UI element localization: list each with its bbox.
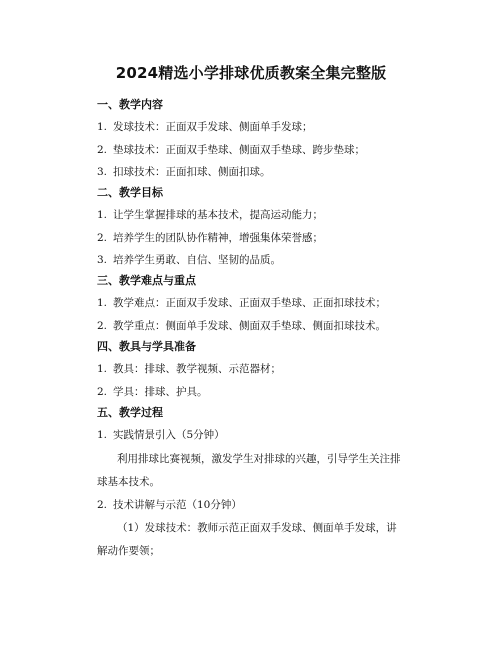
- list-item-text: 扣球技术：正面扣球、侧面扣球。: [113, 166, 271, 178]
- list-item: [97, 164, 271, 179]
- list-item-text: 技术讲解与示范（10分钟）: [113, 499, 242, 511]
- list-item-number: 2.: [97, 386, 108, 398]
- list-item-number: 1.: [97, 121, 108, 133]
- paragraph-line: 球基本技术。: [97, 476, 160, 488]
- list-item: [97, 230, 323, 245]
- section-heading-teaching-aids: 四、教具与学具准备: [97, 340, 196, 353]
- list-item: [97, 384, 208, 399]
- list-item: [97, 207, 323, 222]
- list-item-text: 让学生掌握排球的基本技术，提高运动能力；: [113, 209, 323, 221]
- list-item-number: 2.: [97, 499, 108, 511]
- list-item: [97, 427, 225, 442]
- list-item-text: 培养学生的团队协作精神，增强集体荣誉感；: [113, 232, 323, 244]
- list-item: [97, 119, 313, 134]
- list-item: [97, 142, 365, 157]
- list-item-text: 学具：排球、护具。: [113, 386, 208, 398]
- list-item-text: 培养学生勇敢、自信、坚韧的品质。: [113, 254, 281, 266]
- list-item-text: 教具：排球、教学视频、示范器材；: [113, 363, 281, 375]
- list-item-number: 3.: [97, 254, 108, 266]
- section-heading-teaching-process: 五、教学过程: [97, 406, 163, 419]
- list-item-text: 实践情景引入（5分钟）: [113, 429, 225, 441]
- list-item: [97, 497, 242, 512]
- list-item-text: 教学重点：侧面单手发球、侧面双手垫球、侧面扣球技术。: [113, 320, 386, 332]
- section-heading-teaching-content: 一、教学内容: [97, 98, 163, 111]
- list-item: [97, 361, 281, 376]
- section-heading-teaching-goals: 二、教学目标: [97, 186, 163, 199]
- list-item-number: 1.: [97, 429, 108, 441]
- list-item-text: 垫球技术：正面双手垫球、侧面双手垫球、跨步垫球；: [113, 144, 365, 156]
- list-item-number: 2.: [97, 144, 108, 156]
- list-item: [97, 252, 281, 267]
- list-item-text: 发球技术：正面双手发球、侧面单手发球；: [113, 121, 313, 133]
- paragraph-line: 解动作要领；: [97, 545, 160, 557]
- section-heading-difficulties-and-key-points: 三、教学难点与重点: [97, 274, 196, 287]
- list-item-number: 2.: [97, 232, 108, 244]
- list-item-number: 1.: [97, 363, 108, 375]
- list-item-number: 1.: [97, 297, 108, 309]
- paragraph-line: 利用排球比赛视频，激发学生对排球的兴趣，引导学生关注排: [117, 453, 401, 465]
- list-item-text: 教学难点：正面双手发球、正面双手垫球、正面扣球技术；: [113, 297, 386, 309]
- list-item: [97, 318, 386, 333]
- document-title: 2024精选小学排球优质教案全集完整版: [115, 64, 387, 82]
- paragraph-line: （1）发球技术：教师示范正面双手发球、侧面单手发球，讲: [117, 522, 397, 534]
- list-item-number: 2.: [97, 320, 108, 332]
- list-item-number: 1.: [97, 209, 108, 221]
- list-item: [97, 295, 386, 310]
- list-item-number: 3.: [97, 166, 108, 178]
